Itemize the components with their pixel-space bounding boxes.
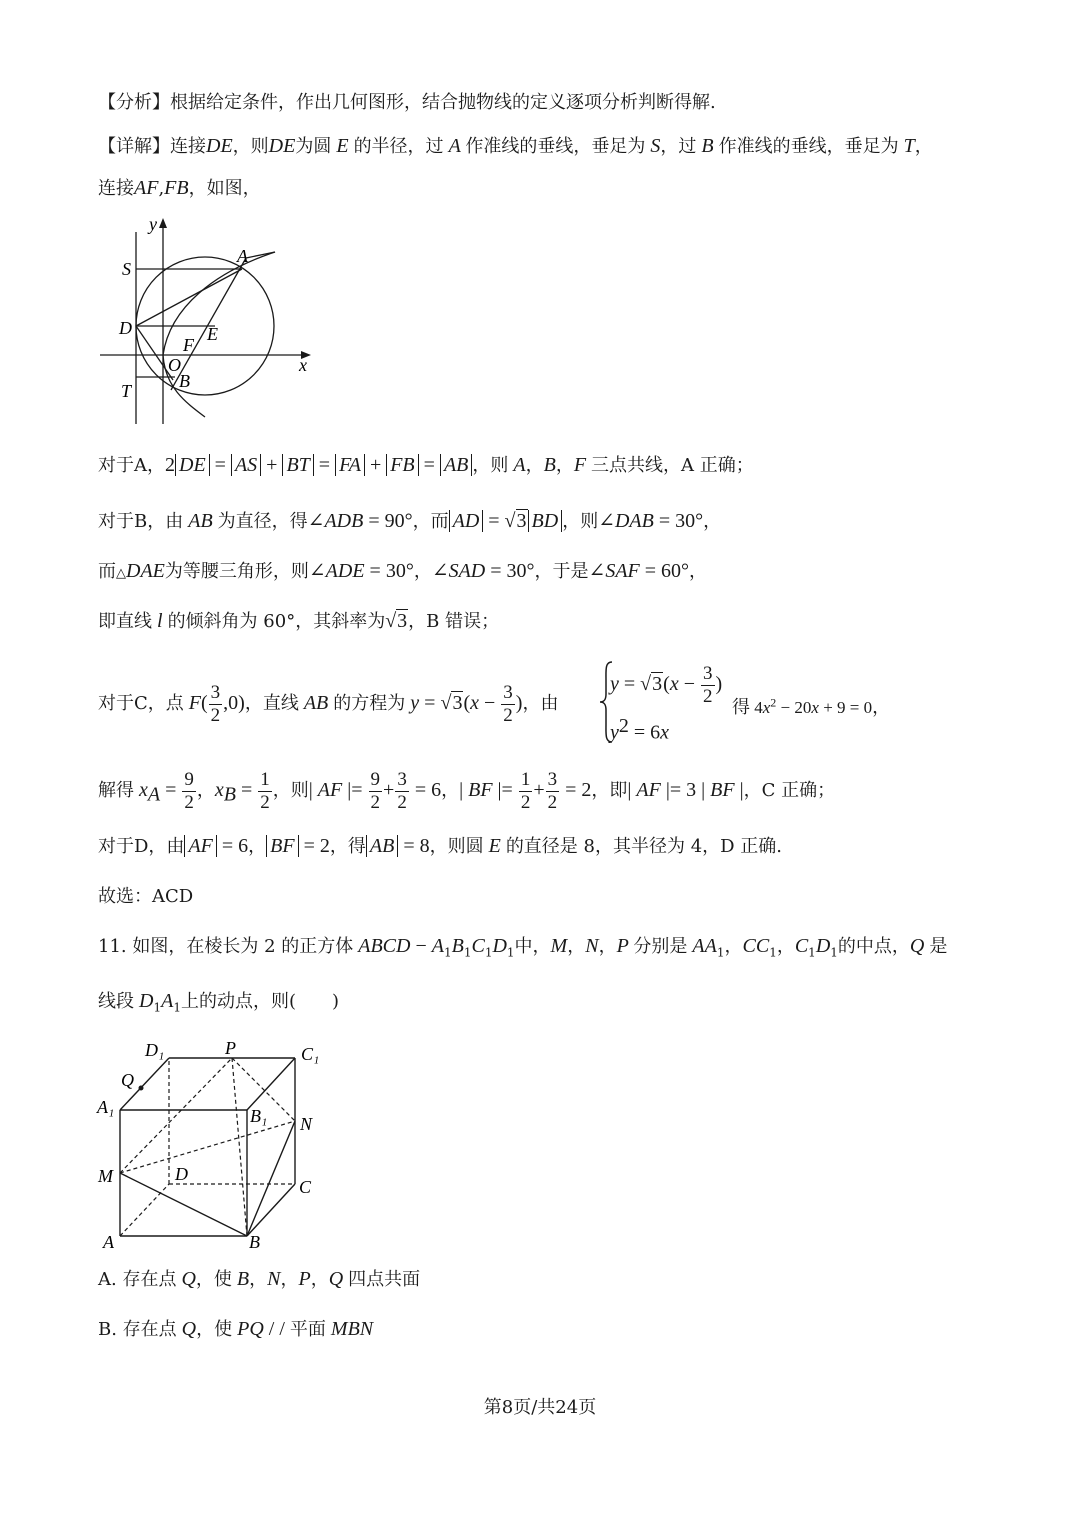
label-p: P <box>225 1038 236 1058</box>
label-c1: C₁ <box>301 1044 320 1064</box>
label-d1: D₁ <box>145 1040 165 1060</box>
label-t: T <box>121 381 132 401</box>
option-b-line-2: 而△DAE为等腰三角形，则∠ADE = 30°，∠SAD = 30°，于是∠SAF = 60°， <box>98 560 708 582</box>
label-n: N <box>300 1114 313 1134</box>
answer-line: 故选：ACD <box>98 886 194 907</box>
label-q: Q <box>121 1070 134 1090</box>
label-d: D <box>119 318 132 338</box>
y-axis-arrow <box>159 218 167 228</box>
label-o: O <box>168 355 181 375</box>
label-a: A <box>103 1232 114 1252</box>
label-s: S <box>122 259 131 279</box>
analysis-line <box>98 90 716 116</box>
quadratic-result: 得 $4x^2 - 20x + 9 = 0$， <box>732 695 891 718</box>
option-b-line-1: 对于B，由 AB 为直径，得∠ADB = 90°，而 AD = √3 BD ，则∠DAB = 30°， <box>98 510 722 532</box>
analysis-tag: 【分析】 <box>98 92 170 113</box>
detail-line-2: 连接AF,FB，如图， <box>98 177 261 199</box>
label-m: M <box>98 1166 113 1186</box>
label-a: A <box>237 246 248 266</box>
q11-line-1: 11. 如图，在棱长为 2 的正方体 ABCD − $A_1B_1C_1D_1$中，M，N，P 分别是 $AA_1$，$CC_1$，$C_1D_1$的中点，Q 是 <box>98 935 948 960</box>
detail-tag: 【详解】 <box>98 136 170 157</box>
detail-line-1 <box>98 133 933 160</box>
choice-b: B. 存在点 Q，使 PQ / / 平面 MBN <box>98 1318 374 1340</box>
label-f: F <box>183 335 194 355</box>
cube-figure <box>95 1038 335 1253</box>
label-y: y <box>149 214 157 234</box>
label-e: E <box>207 324 218 344</box>
edge-ad-hidden <box>120 1184 169 1236</box>
q11-line-2: 线段 $D_1A_1$上的动点，则( ) <box>98 990 339 1015</box>
equation-2: $y^2 = 6x$ <box>610 715 670 744</box>
parabola <box>163 252 275 417</box>
label-b: B <box>179 371 190 391</box>
segment-pb <box>232 1058 247 1236</box>
line-da <box>136 269 242 326</box>
label-c: C <box>299 1177 312 1197</box>
choice-a: A. 存在点 Q，使 B，N，P，Q 四点共面 <box>98 1268 421 1290</box>
segment-bn <box>247 1121 295 1236</box>
label-b1: B₁ <box>250 1106 268 1126</box>
page-footer: 第8页/共24页 <box>483 1397 597 1418</box>
parabola-circle-figure <box>95 212 325 427</box>
detail-text-1: 连接DE，则DE为圆 E 的半径，过 A 作准线的垂线，垂足为 S，过 B 作准线的垂线，垂足为 T， <box>170 135 933 157</box>
edge-bc <box>247 1184 295 1236</box>
option-b-line-3: 即直线 l 的倾斜角为 60°，其斜率为√3，B 错误； <box>98 610 500 632</box>
analysis-text: 根据给定条件，作出几何图形，结合抛物线的定义逐项分析判断得解. <box>170 92 716 113</box>
edge-b1c1 <box>247 1058 295 1110</box>
point-q <box>139 1086 144 1091</box>
equation-1: y = √3(x − $\frac{3}{2}$ ) <box>610 663 723 707</box>
label-d: D <box>175 1164 188 1184</box>
label-b: B <box>249 1232 260 1252</box>
option-c-line-1: 对于C，点 F( $\frac{3}{2}$ ,0)，直线 AB 的方程为 y = √3(x − $\frac{3}{2}$ )，由 <box>98 681 559 726</box>
label-x: x <box>299 355 307 375</box>
option-c-line-2: 解得 $x_A$ = $\frac{9}{2}$ ，$x_B$ = $\frac{1}{2}$ ，则| AF |= $\frac{9}{2}$ + $\frac{3}{2}$ = 6，| BF |= $\frac{1}{2}$ + $\frac{3}{2}$ = 2，即| AF |= 3 | BF |，C 正确； <box>98 768 836 813</box>
option-d-line: 对于D，由 AF = 6， BF = 2，得 AB = 8，则圆 E 的直径是 8，其半径为 4，D 正确. <box>98 835 783 857</box>
segment-mn <box>120 1121 295 1173</box>
option-a-line: 对于A，2 DE = AS + BT = FA + FB = AB ，则 A，B，F 三点共线，A 正确； <box>98 454 754 476</box>
label-a1: A₁ <box>97 1097 115 1117</box>
